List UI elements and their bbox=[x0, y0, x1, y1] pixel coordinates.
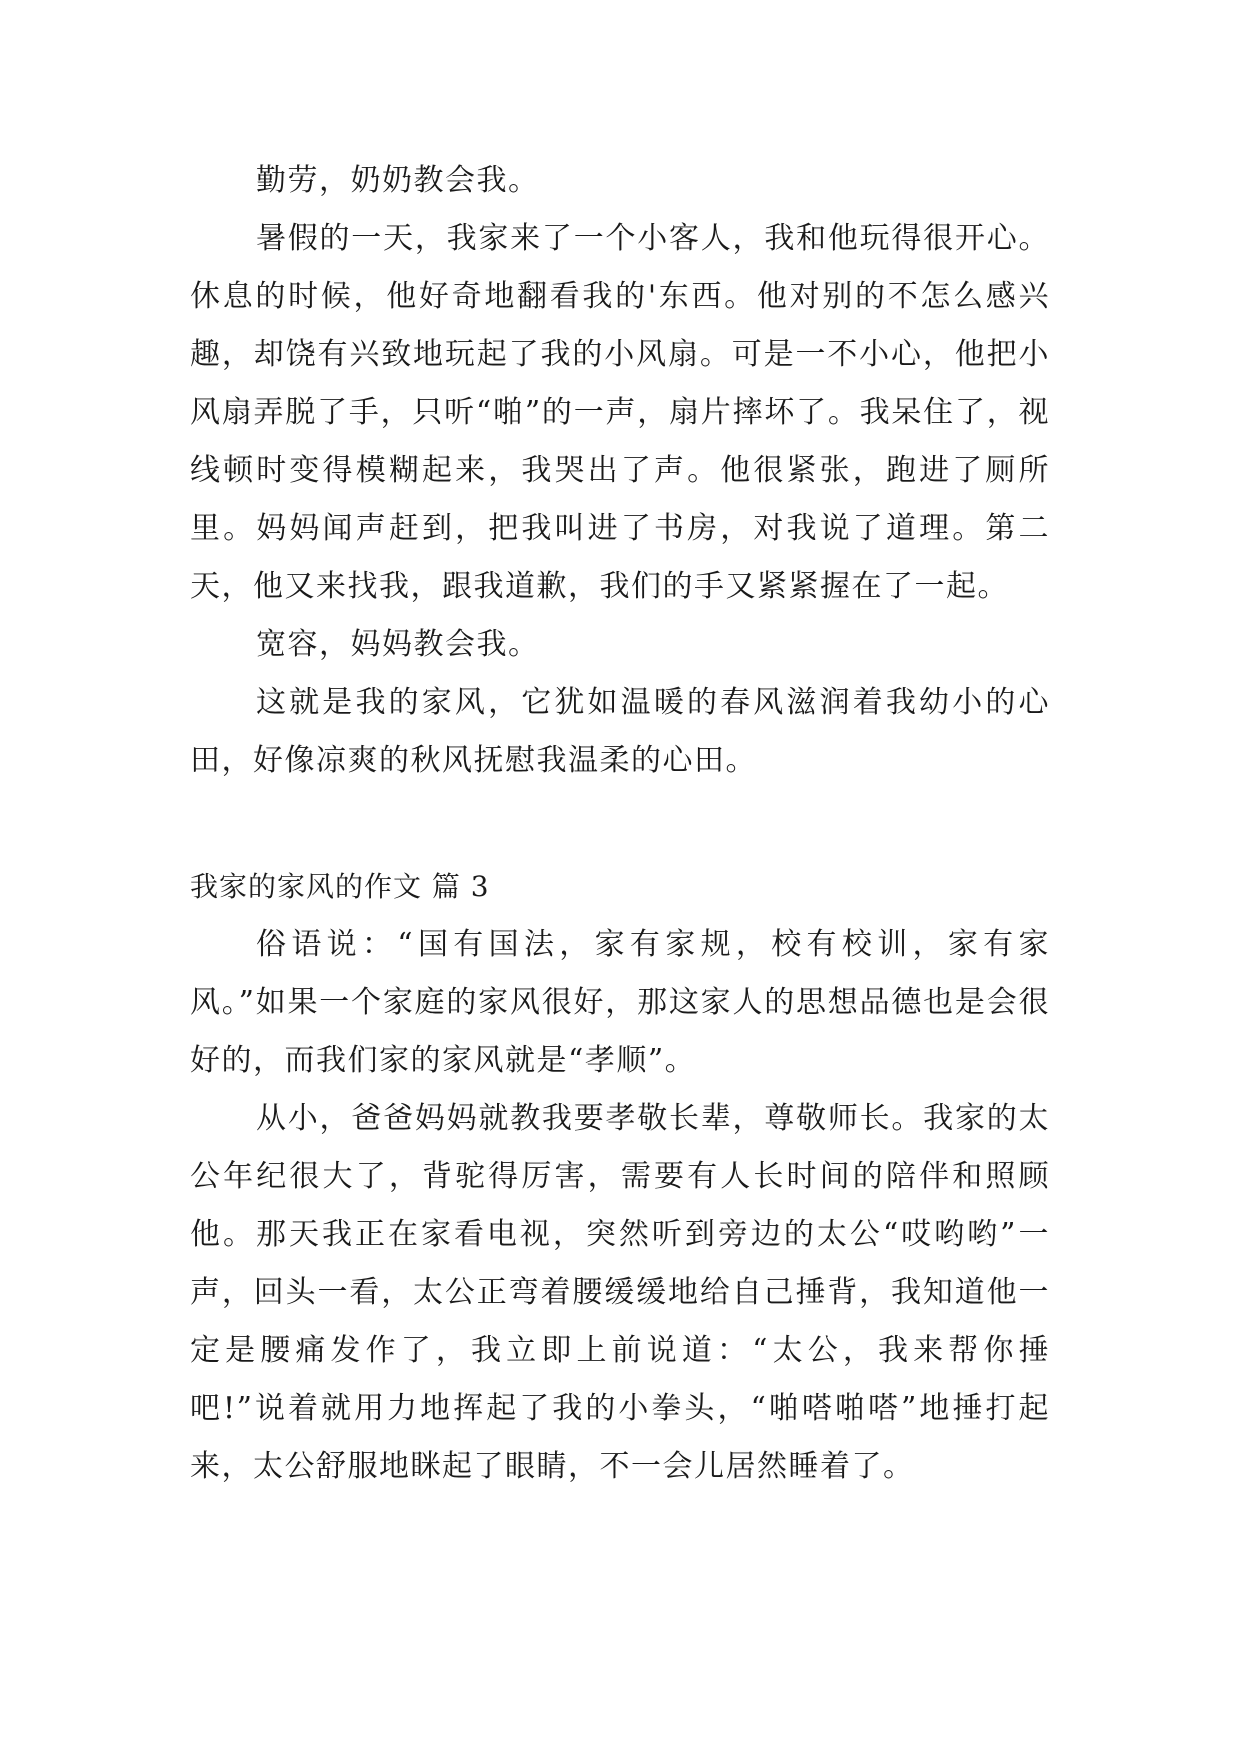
paragraph-diligence: 勤劳，奶奶教会我。 bbox=[256, 163, 540, 198]
paragraph-tolerance: 宽容，妈妈教会我。 bbox=[256, 627, 540, 662]
paragraph-summer-story: 暑假的一天，我家来了一个小客人，我和他玩得很开心。休息的时候，他好奇地翻看我的'东西。他对别的不怎么感兴趣，却饶有兴致地玩起了我的小风扇。可是一不小心，他把小风扇弄脱了手，只听“啪”的一声，扇片摔坏了。我呆住了，视线顿时变得模糊起来，我哭出了声。他很紧张，跑进了厕所里。妈妈闻声赶到，把我叫进了书房，对我说了道理。第二天，他又来找我，跟我道歉，我们的手又紧紧握在了一起。 bbox=[190, 221, 1050, 604]
paragraph-proverb: 俗语说：“国有国法，家有家规，校有校训，家有家风。”如果一个家庭的家风很好，那这家人的思想品德也是会很好的，而我们家的家风就是“孝顺”。 bbox=[190, 927, 1050, 1078]
paragraph-family-tradition: 这就是我的家风，它犹如温暖的春风滋润着我幼小的心田，好像凉爽的秋风抚慰我温柔的心田。 bbox=[190, 685, 1050, 778]
section-heading: 我家的家风的作文 篇 3 bbox=[190, 870, 490, 903]
paragraph-great-grandfather: 从小，爸爸妈妈就教我要孝敬长辈，尊敬师长。我家的太公年纪很大了，背驼得厉害，需要有人长时间的陪伴和照顾他。那天我正在家看电视，突然听到旁边的太公“哎哟哟”一声，回头一看，太公正弯着腰缓缓地给自己捶背，我知道他一定是腰痛发作了，我立即上前说道：“太公，我来帮你捶吧!”说着就用力地挥起了我的小拳头，“啪嗒啪嗒”地捶打起来，太公舒服地眯起了眼睛，不一会儿居然睡着了。 bbox=[190, 1101, 1050, 1484]
document-body bbox=[190, 152, 1050, 1496]
